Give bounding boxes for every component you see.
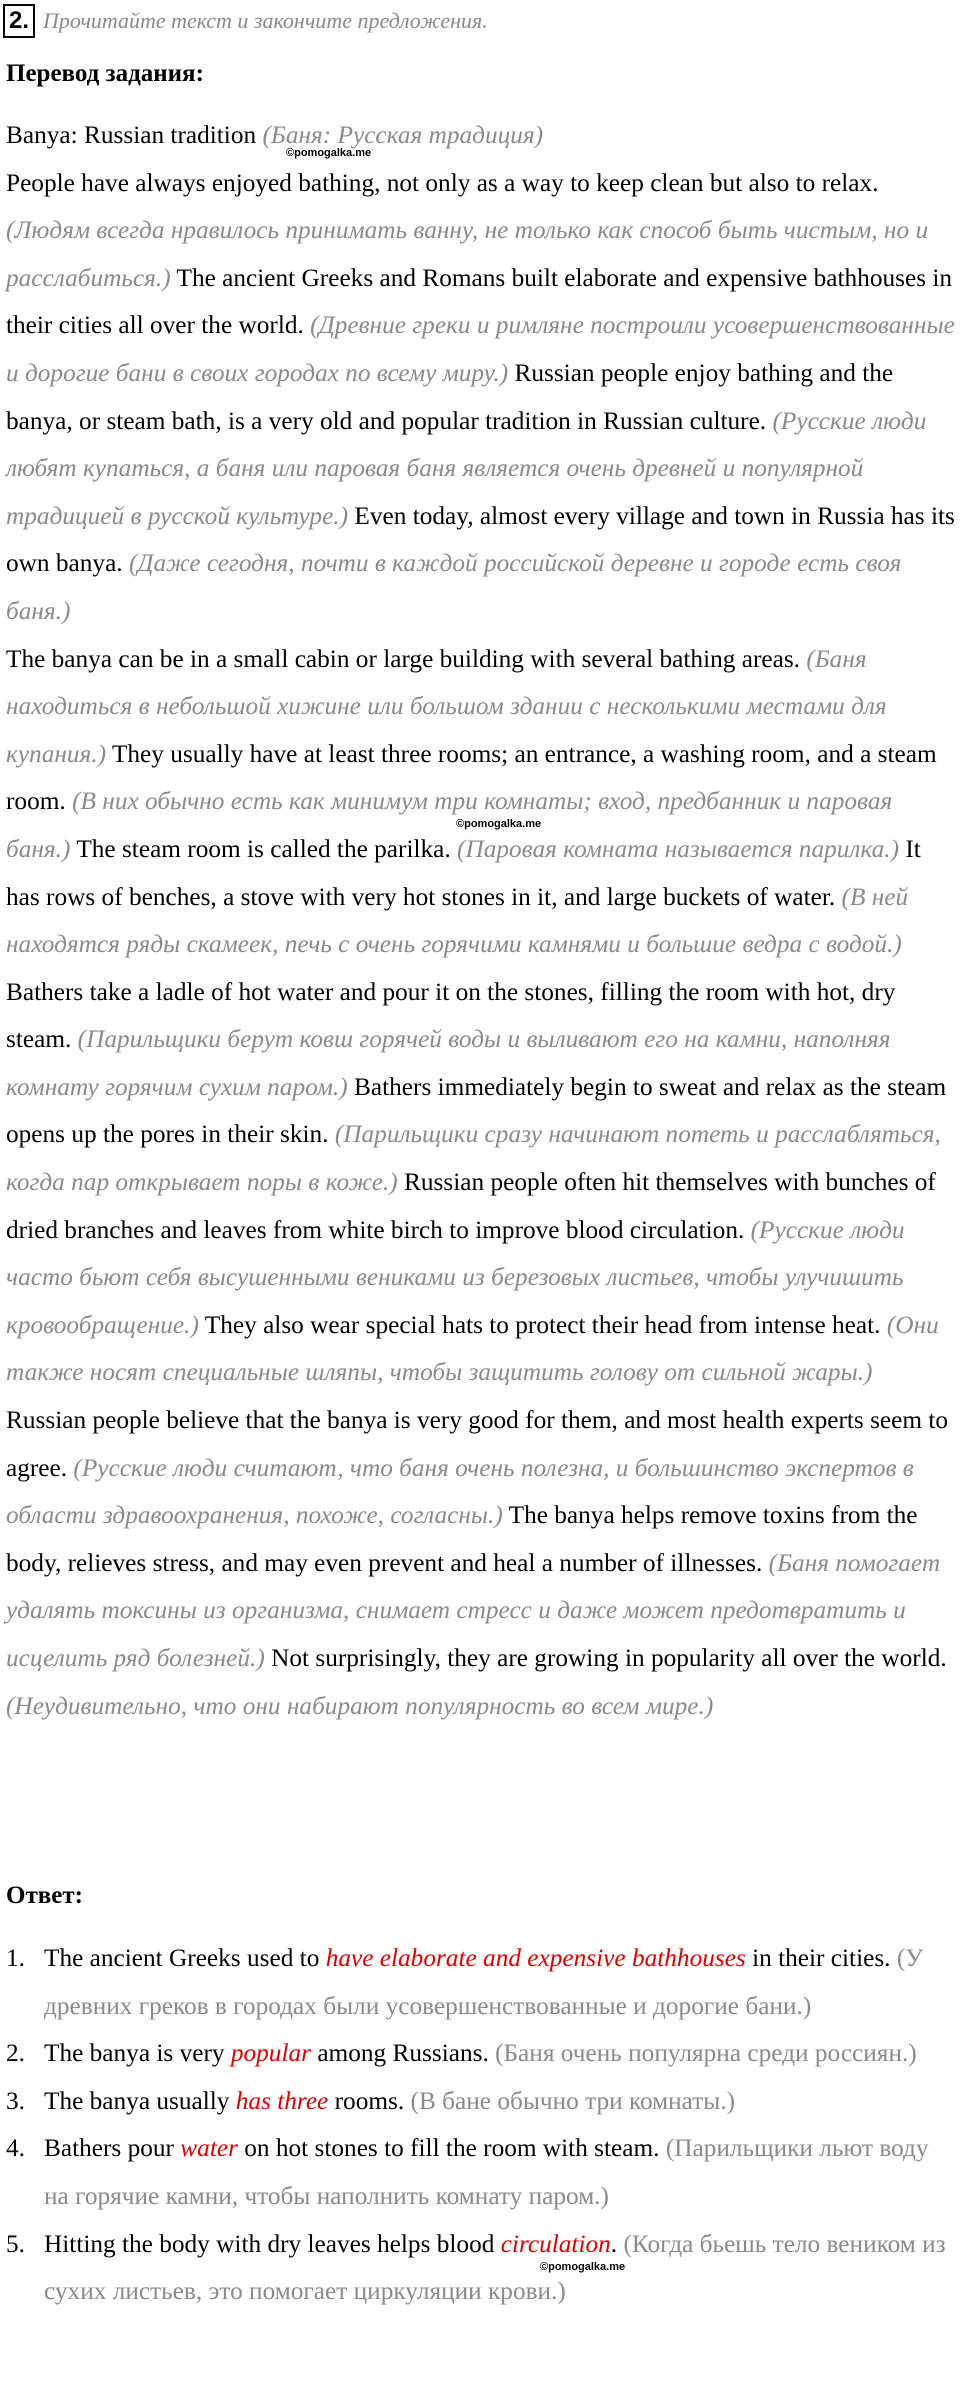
story-text — [6, 112, 960, 1730]
task-header — [3, 3, 488, 39]
answer-before: The banya is very — [44, 2039, 225, 2068]
answer-number: 4. — [6, 2134, 25, 2163]
story-paragraph-2 — [6, 636, 960, 1398]
sentence-en: Bathers immediately begin to sweat and relax as the steam opens up the pores in their skin. — [6, 1072, 947, 1149]
answer-item — [6, 2078, 956, 2126]
answer-item — [6, 2221, 956, 2316]
sentence-ru: (Людям всегда нравилось принимать ванну, не только как способ быть чистым, но и расслабиться.) — [6, 216, 929, 292]
answer-list — [6, 1935, 956, 2316]
sentence-ru: (Баня помогает удалять токсины из организма, снимает стресс и даже может предотвратить и исцелить ряд болезней.) — [6, 1548, 941, 1672]
sentence-en: Russian people enjoy bathing and the banya, or steam bath, is a very old and popular tradition in Russian culture. — [6, 358, 894, 435]
sentence-en: Bathers take a ladle of hot water and pour it on the stones, filling the room with hot, dry steam. — [6, 977, 896, 1054]
answer-text — [44, 2125, 956, 2220]
sentence-en: They usually have at least three rooms; an entrance, a washing room, and a steam room. — [6, 739, 937, 816]
sentence-ru: (Парильщики берут ковш горячей воды и выливают его на камни, наполняя комнату горячим сухим паром.) — [6, 1025, 891, 1101]
answer-after: on hot stones to fill the room with steam. — [244, 2134, 660, 2163]
sentence-en: People have always enjoyed bathing, not only as a way to keep clean but also to relax. — [6, 168, 879, 197]
task-instruction: Прочитайте текст и закончите предложения. — [43, 8, 488, 33]
answer-before: Hitting the body with dry leaves helps blood — [44, 2229, 495, 2258]
sentence-ru: (Они также носят специальные шляпы, чтобы защитить голову от сильной жары.) — [6, 1310, 939, 1387]
sentence-en: Even today, almost every village and town in Russia has its own banya. — [6, 501, 955, 578]
answer-item — [6, 2125, 956, 2220]
story-title-ru: (Баня: Русская традиция) — [262, 121, 544, 149]
answer-translation: (Парильщики льют воду на горячие камни, чтобы наполнить комнату паром.) — [44, 2134, 929, 2210]
answer-after: . — [610, 2229, 618, 2258]
sentence-ru: (Русские люди любят купаться, а баня или паровая баня является очень древней и популярной традицией в русской культуре.) — [6, 406, 927, 530]
answer-highlight: have elaborate and expensive bathhouses — [325, 1944, 746, 1972]
watermark: ©pomogalka.me — [456, 818, 542, 830]
answer-text — [44, 2221, 956, 2316]
answer-number: 5. — [6, 2229, 25, 2258]
answer-translation: (У древних греков в городах были усовершенствованные и дорогие бани.) — [44, 1944, 924, 2020]
answer-highlight: has three — [235, 2086, 329, 2115]
sentence-en: The steam room is called the parilka. — [76, 834, 451, 863]
story-title-en: Banya: Russian tradition — [6, 121, 257, 149]
answer-item — [6, 1935, 956, 2030]
answer-number: 1. — [6, 1944, 25, 1972]
answer-text — [44, 2030, 956, 2078]
sentence-en: The ancient Greeks and Romans built elaborate and expensive bathhouses in their cities all over the world. — [6, 263, 953, 340]
sentence-en: The banya helps remove toxins from the body, relieves stress, and may even prevent and heal a number of illnesses. — [6, 1501, 918, 1577]
watermark: ©pomogalka.me — [286, 147, 372, 159]
sentence-en: Russian people believe that the banya is very good for them, and most health experts seem to agree. — [6, 1406, 949, 1482]
task-number: 2. — [3, 4, 35, 38]
answer-after: among Russians. — [317, 2039, 489, 2068]
sentence-ru: (В них обычно есть как минимум три комнаты; вход, предбанник и паровая баня.) — [6, 787, 893, 863]
answer-item — [6, 2030, 956, 2078]
sentence-en: The banya can be in a small cabin or large building with several bathing areas. — [6, 644, 800, 673]
sentence-en: It has rows of benches, a stove with very hot stones in it, and large buckets of water. — [6, 834, 921, 911]
answer-after: in their cities. — [752, 1944, 891, 1972]
sentence-ru: (Неудивительно, что они набирают популярность во всем мире.) — [6, 1691, 714, 1720]
answer-title: Ответ: — [6, 1882, 83, 1909]
sentence-ru: (В ней находятся ряды скамеек, печь с очень горячими камнями и большие ведра с водой.) — [6, 882, 909, 959]
answer-number: 3. — [6, 2086, 25, 2115]
sentence-ru: (Русские люди считают, что баня очень полезна, и большинство экспертов в области здравоохранения, похоже, согласны.) — [6, 1453, 914, 1530]
sentence-en: Russian people often hit themselves with bunches of dried branches and leaves from white birch to improve blood circulation. — [6, 1168, 936, 1244]
answer-number: 2. — [6, 2039, 25, 2068]
answer-highlight: water — [180, 2134, 238, 2163]
translation-title: Перевод задания: — [6, 60, 204, 87]
answer-highlight: popular — [230, 2039, 311, 2068]
answer-after: rooms. — [334, 2086, 405, 2115]
answer-translation: (Баня очень популярна среди россиян.) — [495, 2039, 917, 2068]
answer-before: The banya usually — [44, 2086, 230, 2115]
sentence-en: They also wear special hats to protect their head from intense heat. — [204, 1310, 881, 1339]
story-paragraph-1 — [6, 160, 960, 636]
sentence-en: Not surprisingly, they are growing in popularity all over the world. — [271, 1644, 947, 1672]
sentence-ru: (Древние греки и римляне построили усовершенствованные и дорогие бани в своих городах по всему миру.) — [6, 311, 955, 387]
answer-highlight: circulation — [500, 2229, 611, 2258]
answer-translation: (В бане обычно три комнаты.) — [410, 2086, 736, 2115]
sentence-ru: (Парильщики сразу начинают потеть и расслабляться, когда пар открывает поры в коже.) — [6, 1120, 941, 1197]
watermark: ©pomogalka.me — [540, 2261, 626, 2273]
sentence-ru: (Даже сегодня, почти в каждой российской деревне и городе есть своя баня.) — [6, 549, 902, 625]
story-title — [6, 112, 960, 160]
story-paragraph-3 — [6, 1397, 960, 1730]
answer-text — [44, 1935, 956, 2030]
answer-before: The ancient Greeks used to — [44, 1944, 320, 1972]
sentence-ru: (Паровая комната называется парилка.) — [457, 834, 900, 863]
sentence-ru: (Русские люди часто бьют себя высушенными вениками из березовых листьев, чтобы улучишить кровообращение.) — [6, 1215, 905, 1339]
sentence-ru: (Баня находиться в небольшой хижине или большом здании с несколькими местами для купания.) — [6, 644, 887, 768]
answer-before: Bathers pour — [44, 2134, 174, 2163]
answer-translation: (Когда бьешь тело веником из сухих листьев, это помогает циркуляции крови.) — [44, 2229, 946, 2306]
answer-text — [44, 2078, 956, 2126]
